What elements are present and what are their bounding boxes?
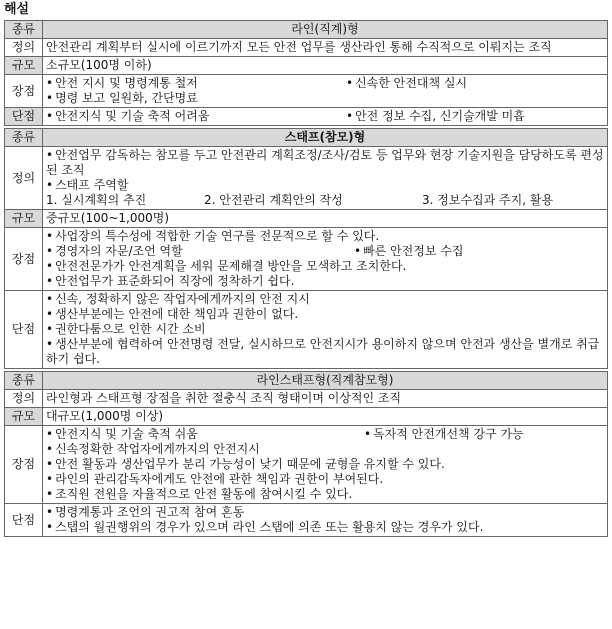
definition-text: 안전관리 계획부터 실시에 이르기까지 모든 안전 업무를 생산라인 통해 수직적으로 이뤄지는 조직	[46, 40, 552, 54]
staff-role-item: 3. 정보수집과 주지, 활용	[422, 193, 554, 207]
section-title: 라인스태프형(직계참모형)	[43, 372, 608, 390]
pros-item: • 안전 활동과 생산업무가 분리 가능성이 낮기 때문에 균형을 유지할 수 있다.	[46, 457, 604, 472]
scale-label: 규모	[5, 210, 43, 228]
pros-label: 장점	[5, 228, 43, 291]
pros-item: • 신속한 안전대책 실시	[346, 76, 467, 91]
staff-role-item: 1. 실시계획의 추진	[46, 193, 147, 207]
pros-item: • 안전업무가 표준화되어 직장에 정착하기 쉽다.	[46, 274, 604, 289]
pros-item: • 독자적 안전개선책 강구 가능	[364, 427, 524, 442]
kind-label: 종류	[5, 372, 43, 390]
cons-item: • 명령계통과 조언의 권고적 참여 혼동	[46, 505, 604, 520]
cons-item: • 스탭의 월권행위의 경우가 있으며 라인 스탭에 의존 또는 활용치 않는 경우가 있다.	[46, 520, 604, 535]
pros-item: • 안전 지시 및 명령계통 철저	[46, 76, 346, 91]
pros-label: 장점	[5, 426, 43, 504]
explanation-heading: 해설	[4, 2, 30, 17]
section-title: 스태프(참모)형	[43, 129, 608, 147]
scale-text: 대규모(1,000명 이상)	[43, 408, 608, 426]
scale-text: 소규모(100명 이하)	[43, 57, 608, 75]
pros-item: • 안전전문가가 안전계획을 세워 문제해결 방안을 모색하고 조치한다.	[46, 259, 604, 274]
line-org-table	[4, 20, 608, 126]
staff-org-table	[4, 128, 608, 369]
staff-role-note: • 스태프 주역할	[46, 178, 604, 193]
cons-label: 단점	[5, 291, 43, 369]
kind-label: 종류	[5, 21, 43, 39]
cons-item: • 신속, 정확하지 않은 작업자에게까지의 안전 지시	[46, 292, 604, 307]
staff-role-item: 2. 안전관리 계획안의 작성	[204, 193, 343, 207]
definition-text: • 안전업무 감독하는 참모를 두고 안전관리 계획조정/조사/검토 등 업무와 현장 기술지원을 담당하도록 편성된 조직	[46, 148, 604, 178]
line-staff-org-table	[4, 371, 608, 537]
scale-label: 규모	[5, 408, 43, 426]
definition-text: 라인형과 스태프형 장점을 취한 절충식 조직 형태이며 이상적인 조직	[43, 390, 608, 408]
pros-label: 장점	[5, 75, 43, 108]
cons-item: • 안전지식 및 기술 축적 어려움	[46, 109, 346, 124]
pros-item: • 경영자의 자문/조언 역할	[46, 244, 354, 259]
section-title: 라인(직계)형	[43, 21, 608, 39]
pros-item: • 신속정확한 작업자에게까지의 안전지시	[46, 442, 604, 457]
pros-item: • 안전지식 및 기술 축적 쉬움	[46, 427, 364, 442]
pros-item: • 라인의 관리감독자에게도 안전에 관한 책임과 권한이 부여된다.	[46, 472, 604, 487]
cons-item: • 권한다툼으로 인한 시간 소비	[46, 322, 604, 337]
cons-item: • 생산부분에 협력하여 안전명령 전달, 실시하므로 안전지시가 용이하지 않으며 안전과 생산을 별개로 취급하기 쉽다.	[46, 337, 604, 367]
pros-item: • 사업장의 특수성에 적합한 기술 연구를 전문적으로 할 수 있다.	[46, 229, 604, 244]
kind-label: 종류	[5, 129, 43, 147]
cons-item: • 안전 정보 수집, 신기술개발 미흡	[346, 109, 525, 124]
definition-label: 정의	[5, 39, 43, 57]
pros-item: • 빠른 안전정보 수집	[354, 244, 463, 259]
scale-text: 중규모(100~1,000명)	[43, 210, 608, 228]
cons-label: 단점	[5, 108, 43, 126]
cons-item: • 생산부분에는 안전에 대한 책임과 권한이 없다.	[46, 307, 604, 322]
definition-label: 정의	[5, 390, 43, 408]
scale-label: 규모	[5, 57, 43, 75]
definition-label: 정의	[5, 147, 43, 210]
pros-item: • 조직원 전원을 자율적으로 안전 활동에 참여시킬 수 있다.	[46, 487, 604, 502]
pros-item: • 명령 보고 일원화, 간단명료	[46, 91, 604, 106]
cons-label: 단점	[5, 504, 43, 537]
